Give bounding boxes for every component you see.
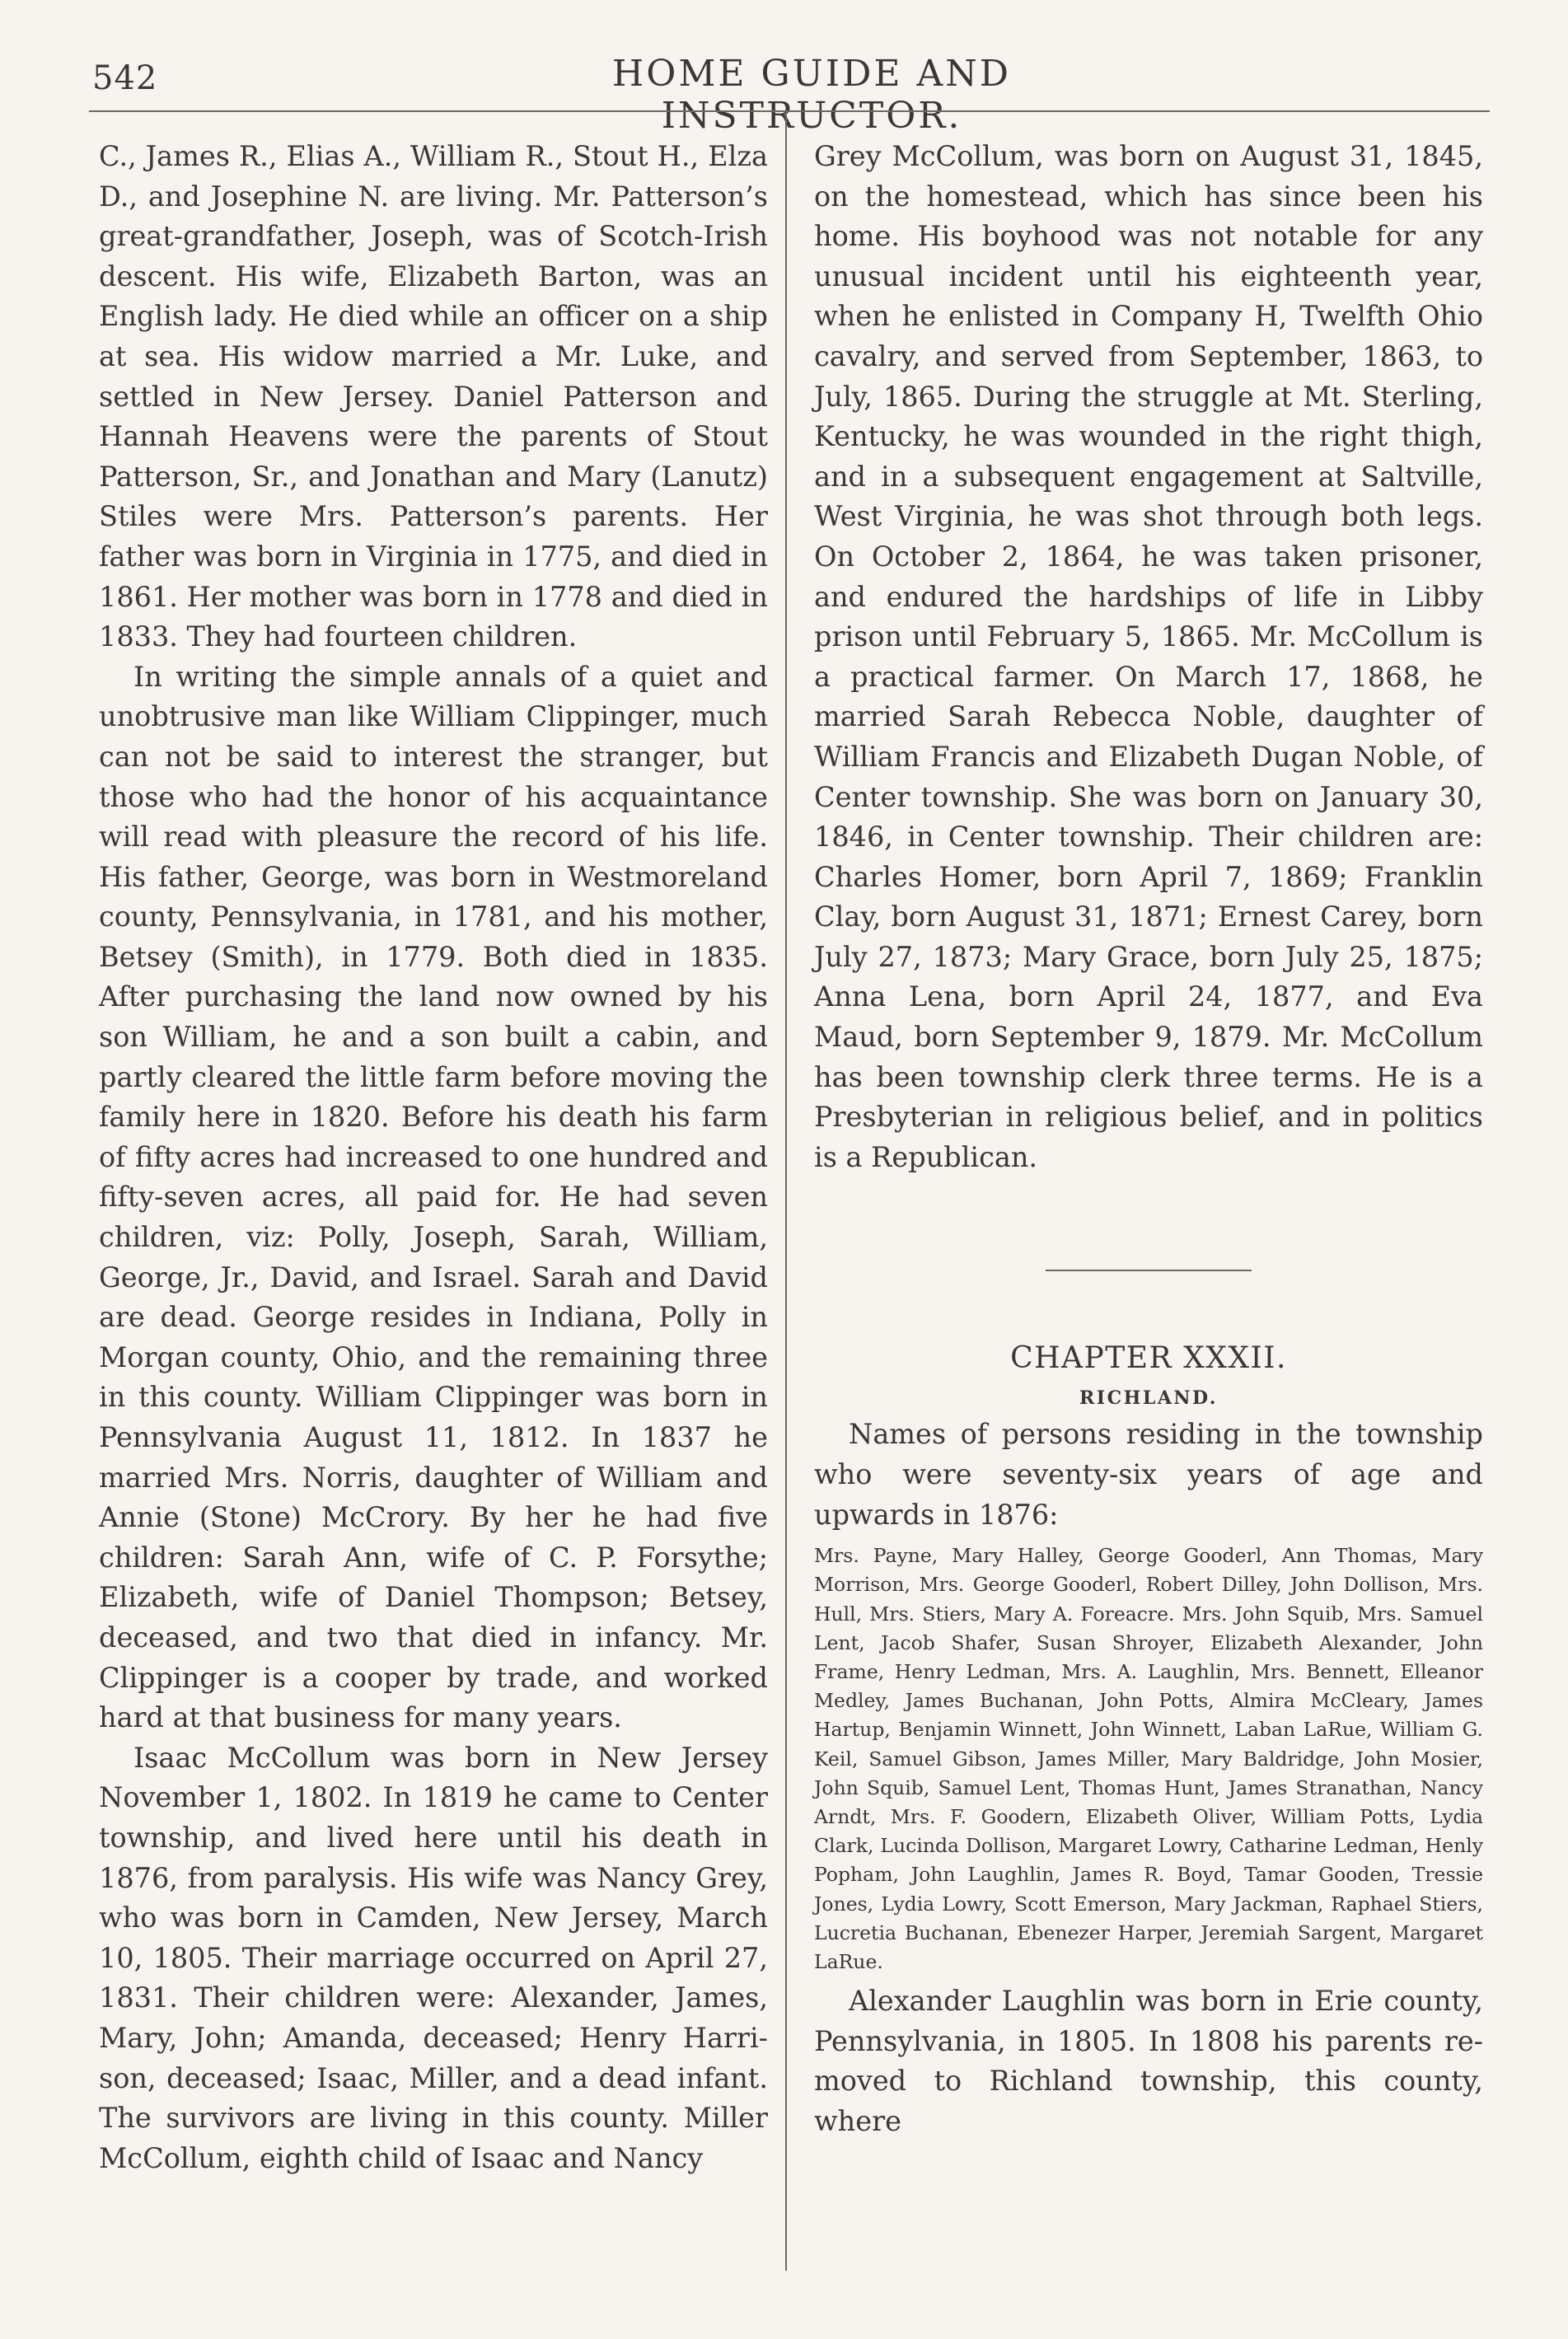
paragraph-isaac-mccollum: Isaac McCollum was born in New Jersey November 1, 1802. In 1819 he came to Center township, and lived here until his death in 1876, from paralysis. His wife was Nancy Grey, who was born in Camden, New Jersey, March 10, 1805. Their marriage occurred on April 27, 1831. Their children were: Alexander, James, Mary, John; Amanda, deceased; Henry Harrison, deceased; Isaac, Miller, and a dead infant. The survivors are living in this county. Miller McCollum, eighth child of Isaac and Nancy (99, 1741, 768, 2174)
paragraph-patterson: C., James R., Elias A., William R., Stout H., Elza D., and Josephine N. are living. Mr. Patterson’s great-grandfather, Joseph, was of Scotch-Irish descent. His wife, Elizabeth Barton, was an English lady. He died while an officer on a ship at sea. His widow married a Mr. Luke, and settled in New Jersey. Daniel Patterson and Hannah Heavens were the parents of Stout Patterson, Sr., and Jonathan and Mary (Lanutz) Stiles were Mrs. Patterson’s parents. Her father was born in Virginia in 1775, and died in 1861. Her mother was born in 1778 and died in 1833. They had fourteen children. (99, 140, 768, 653)
paragraph-alexander-laughlin: Alexander Laughlin was born in Erie county, Pennsylvania, in 1805. In 1808 his parents removed to Richland township, this county, where (814, 1985, 1483, 2138)
paragraph-clippinger: In writing the simple annals of a quiet and unobtrusive man like William Clippinger, much can not be said to interest the stranger, but those who had the honor of his acquaintance will read with pleasure the record of his life. His father, George, was born in Westmoreland county, Pennsylvania, in 1781, and his mother, Betsey (Smith), in 1779. Both died in 1835. After purchasing the land now owned by his son William, he and a son built a cabin, and partly cleared the little farm before moving the family here in 1820. Before his death his farm of fifty acres had increased to one hundred and fifty-seven acres, all paid for. He had seven children, viz: Polly, Joseph, Sarah, William, George, Jr., David, and Israel. Sarah and David are dead. George resides in Indiana, Polly in Morgan county, Ohio, and the remaining three in this county. William Clippinger was born in Pennsylvania August 11, 1812. In 1837 he married Mrs. Norris, daughter of William and Annie (Stone) McCrory. By her he had five children: Sarah Ann, wife of C. P. Forsythe; Elizabeth, wife of Daniel Thompson; Betsey, deceased, and two that died in infancy. Mr. Clippinger is a cooper by trade, and worked hard at that business for many years. (99, 660, 768, 1734)
column-divider (785, 112, 787, 2271)
paragraph-miller-mccollum: Grey McCollum, was born on August 31, 1845, on the homestead, which has since been his home. His boyhood was not notable for any unusual incident until his eighteenth year, when he enlisted in Company H, Twelfth Ohio cavalry, and served from September, 1863, to July, 1865. During the struggle at Mt. Sterling, Kentucky, he was wounded in the right thigh, and in a subsequent engagement at Saltville, West Virginia, he was shot through both legs. On October 2, 1864, he was taken prisoner, and endured the hardships of life in Libby prison until February 5, 1865. Mr. McCollum is a practical farmer. On March 17, 1868, he married Sarah Rebecca Noble, daughter of William Francis and Elizabeth Dugan Noble, of Center township. She was born on January 30, 1846, in Center township. Their children are: Charles Homer, born April 7, 1869; Franklin Clay, born August 31, 1871; Ernest Carey, born July 27, 1873; Mary Grace, born July 25, 1875; Anna Lena, born April 24, 1877, and Eva Maud, born September 9, 1879. Mr. McCollum has been township clerk three terms. He is a Presbyterian in religious belief, and in politics is a Republican. (814, 140, 1483, 1173)
left-column (99, 137, 768, 2178)
right-column (814, 137, 1483, 2142)
running-head-title: HOME GUIDE AND INSTRUCTOR. (611, 53, 1012, 137)
page-number: 542 (92, 59, 158, 97)
names-list: Mrs. Payne, Mary Halley, George Gooderl, Ann Thomas, Mary Morrison, Mrs. George Gooderl, Robert Dilley, John Dollison, Mrs. Hull, Mrs. Stiers, Mary A. Foreacre. Mrs. John Squib, Mrs. Samuel Lent, Jacob Shafer, Susan Shroyer, Elizabeth Alexander, John Frame, Henry Ledman, Mrs. A. Laughlin, Mrs. Bennett, Elleanor Medley, James Buchanan, John Potts, Almira McCleary, James Hartup, Benjamin Winnett, John Winnett, Laban LaRue, William G. Keil, Samuel Gibson, James Miller, Mary Baldridge, John Mosier, John Squib, Samuel Lent, Thomas Hunt, James Stranathan, Nancy Arndt, Mrs. F. Goodern, Elizabeth Oliver, William Potts, Lydia Clark, Lucinda Dollison, Margaret Lowry, Catharine Ledman, Henly Popham, John Laughlin, James R. Boyd, Tamar Gooden, Tressie Jones, Lydia Lowry, Scott Emerson, Mary Jackman, Raphael Stiers, Lucretia Buchanan, Ebenezer Harper, Jeremiah Sargent, Margaret LaRue. (814, 1544, 1483, 1974)
header-rule (89, 110, 1490, 112)
section-divider-rule (1046, 1270, 1252, 1271)
paragraph-intro: Names of persons residing in the township who were seventy-six years of age and upwards in 1876: (814, 1418, 1483, 1531)
chapter-heading: CHAPTER XXXII. (1010, 1341, 1287, 1376)
chapter-subheading: RICHLAND. (1079, 1387, 1218, 1410)
